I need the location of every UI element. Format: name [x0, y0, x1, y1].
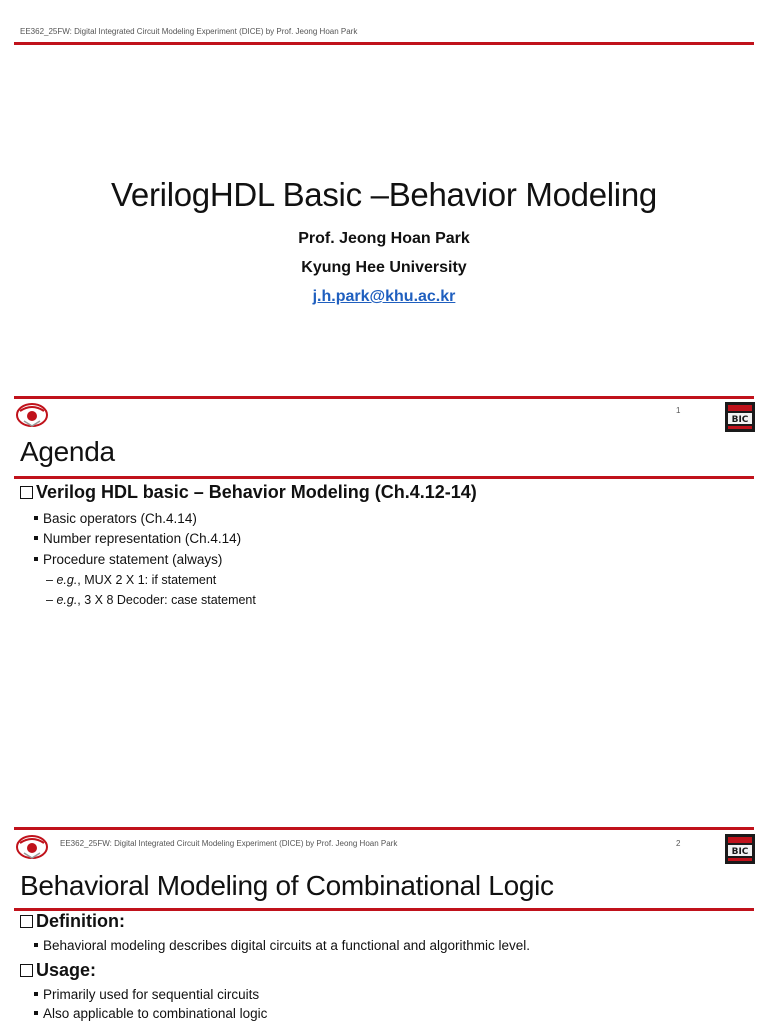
lab-logo-icon — [725, 402, 755, 432]
sub-list-item: – e.g., 3 X 8 Decoder: case statement — [46, 593, 256, 607]
svg-text:BIC: BIC — [731, 847, 749, 857]
behavioral-modeling-slide — [0, 822, 768, 1024]
bullet-icon — [34, 557, 38, 561]
course-header: EE362_25FW: Digital Integrated Circuit Modeling Experiment (DICE) by Prof. Jeong Hoan Park — [20, 27, 358, 36]
course-header: EE362_25FW: Digital Integrated Circuit Modeling Experiment (DICE) by Prof. Jeong Hoan Park — [60, 839, 398, 848]
list-item: Primarily used for sequential circuits — [34, 987, 259, 1002]
list-item: Number representation (Ch.4.14) — [34, 531, 241, 546]
checkbox-bullet-icon — [20, 486, 33, 499]
top-divider — [14, 396, 754, 399]
page-number: 1 — [676, 406, 681, 415]
top-divider — [14, 827, 754, 830]
agenda-slide — [0, 392, 768, 812]
heading-divider — [14, 908, 754, 911]
title-slide — [0, 0, 768, 390]
header-divider — [14, 42, 754, 45]
presentation-title: VerilogHDL Basic –Behavior Modeling — [111, 176, 657, 213]
sub-list-item: – e.g., MUX 2 X 1: if statement — [46, 573, 217, 587]
page-number: 2 — [676, 839, 681, 848]
bullet-icon — [34, 516, 38, 520]
affiliation: Kyung Hee University — [301, 259, 467, 276]
checkbox-bullet-icon — [20, 964, 33, 977]
agenda-main-item: Verilog HDL basic – Behavior Modeling (Ch.4.12-14) — [20, 482, 477, 503]
section-title: Usage: — [20, 960, 96, 981]
email-link[interactable]: j.h.park@khu.ac.kr — [312, 288, 456, 305]
bullet-icon — [34, 1011, 38, 1015]
slide-heading: Behavioral Modeling of Combinational Logic — [20, 870, 554, 901]
slide-heading: Agenda — [20, 436, 115, 467]
university-logo-icon — [14, 833, 50, 861]
university-logo-icon — [14, 401, 50, 429]
lab-logo-icon — [725, 834, 755, 864]
list-item: Basic operators (Ch.4.14) — [34, 511, 197, 526]
list-item: Procedure statement (always) — [34, 552, 222, 567]
bullet-icon — [34, 992, 38, 996]
svg-text:BIC: BIC — [731, 415, 749, 425]
bullet-icon — [34, 536, 38, 540]
list-item: Behavioral modeling describes digital circuits at a functional and algorithmic level. — [34, 938, 530, 953]
section-title: Definition: — [20, 911, 125, 932]
heading-divider — [14, 476, 754, 479]
list-item: Also applicable to combinational logic — [34, 1006, 267, 1021]
author-name: Prof. Jeong Hoan Park — [298, 230, 470, 247]
bullet-icon — [34, 943, 38, 947]
checkbox-bullet-icon — [20, 915, 33, 928]
